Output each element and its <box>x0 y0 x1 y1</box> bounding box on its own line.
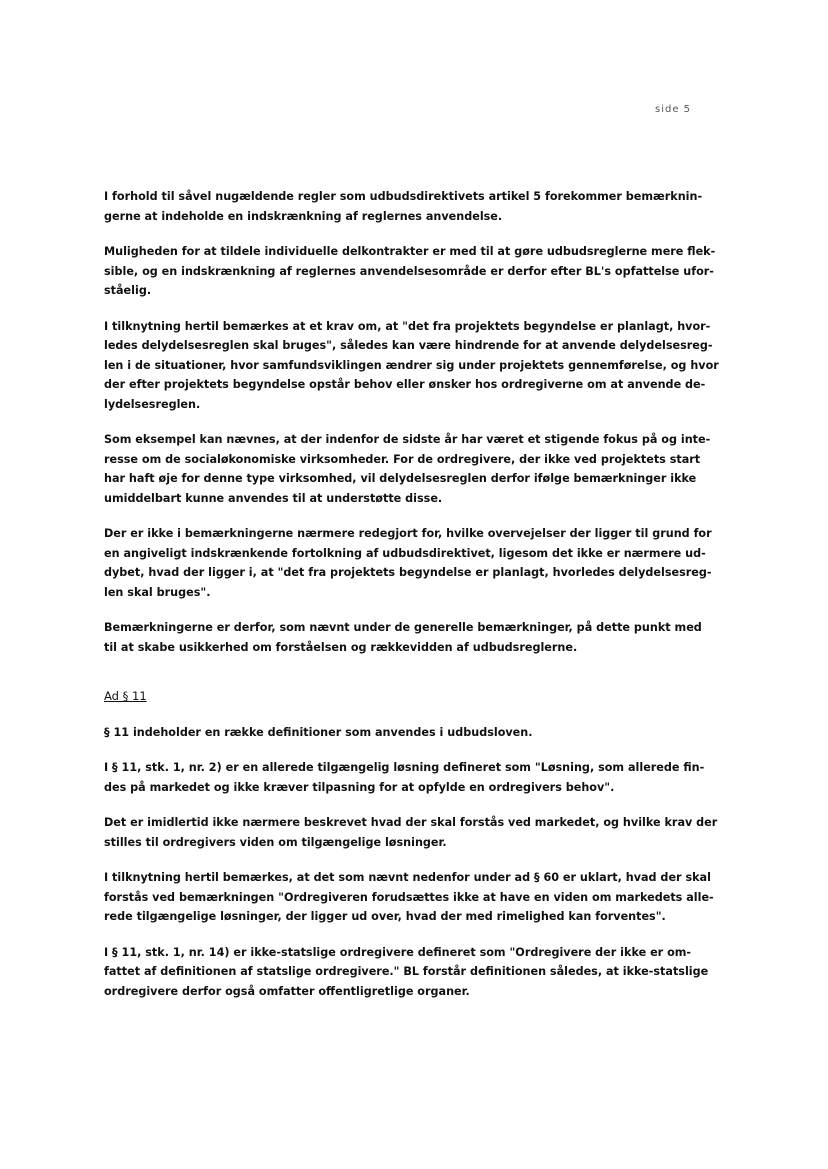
paragraph-line: til at skabe usikkerhed om forståelsen og rækkevidden af udbudsreglerne. <box>104 640 578 654</box>
paragraph <box>104 618 706 657</box>
paragraph-line: I forhold til såvel nugældende regler som udbudsdirektivets artikel 5 forekommer bemærknin- <box>104 190 703 203</box>
paragraph-line: dybet, hvad der ligger i, at "det fra projektets begyndelse er planlagt, hvorledes delydelsesreg- <box>104 566 712 579</box>
paragraph-line: stilles til ordregivers viden om tilgængelige løsninger. <box>104 835 447 849</box>
paragraph <box>104 524 712 602</box>
paragraph <box>104 813 718 852</box>
paragraph-line: I tilknytning hertil bemærkes, at det som nævnt nedenfor under ad § 60 er uklart, hvad der skal <box>104 871 711 884</box>
paragraph-line: I § 11, stk. 1, nr. 2) er en allerede tilgængelig løsning defineret som "Løsning, som allerede fin- <box>104 761 705 774</box>
paragraph-line: lydelsesreglen. <box>104 397 201 411</box>
paragraph <box>104 187 706 226</box>
paragraph-line: en angiveligt indskrænkende fortolkning af udbudsdirektivet, ligesom det ikke er nærmere ud- <box>104 546 706 560</box>
paragraphs-after-section <box>104 723 718 1002</box>
paragraph-line: Muligheden for at tildele individuelle delkontrakter er med til at gøre udbudsreglerne mere flek- <box>104 245 716 258</box>
paragraph-line: gerne at indeholde en indskrænkning af reglernes anvendelse. <box>104 209 503 223</box>
paragraph-line: I § 11, stk. 1, nr. 14) er ikke-statslige ordregivere defineret som "Ordregivere der ikke er om- <box>104 945 692 959</box>
paragraph-line: Det er imidlertid ikke nærmere beskrevet hvad der skal forstås ved markedet, og hvilke krav der <box>104 816 718 829</box>
paragraph-line: len skal bruges". <box>104 585 211 599</box>
paragraph <box>104 868 714 927</box>
paragraph-line: ordregivere derfor også omfatter offentligretlige organer. <box>104 984 470 998</box>
paragraph-line: fattet af definitionen af statslige ordregivere." BL forstår definitionen således, at ikke-statslige <box>104 965 709 978</box>
paragraph-line: rede tilgængelige løsninger, der ligger ud over, hvad der med rimelighed kan forventes". <box>104 910 666 923</box>
paragraph-line: § 11 indeholder en række definitioner som anvendes i udbudsloven. <box>104 725 533 739</box>
paragraph-line: resse om de socialøkonomiske virksomheder. For de ordregivere, der ikke ved projektets start <box>104 452 701 466</box>
paragraph <box>104 430 711 508</box>
paragraph-line: Som eksempel kan nævnes, at der indenfor de sidste år har været et stigende fokus på og inte- <box>104 433 711 446</box>
document-body <box>104 187 719 1017</box>
paragraph-line: ledes delydelsesreglen skal bruges", således kan være hindrende for at anvende delydelsesreg- <box>104 339 713 352</box>
paragraph <box>104 758 706 797</box>
paragraph-line: I tilknytning hertil bemærkes at et krav om, at "det fra projektets begyndelse er planlagt, hvor- <box>104 319 711 333</box>
paragraph-line: sible, og en indskrænkning af reglernes anvendelsesområde er derfor efter BL's opfattelse ufor- <box>104 264 714 278</box>
page-number: side 5 <box>655 104 692 115</box>
paragraph-line: umiddelbart kunne anvendes til at understøtte disse. <box>104 491 443 505</box>
section-heading: Ad § 11 <box>104 689 147 703</box>
paragraph-line: ståelig. <box>104 284 152 297</box>
paragraph <box>104 723 706 743</box>
paragraphs-before-section <box>104 187 719 657</box>
paragraph-line: des på markedet og ikke kræver tilpasning for at opfylde en ordregivers behov". <box>104 780 615 794</box>
paragraph <box>104 242 716 301</box>
paragraph-line: Der er ikke i bemærkningerne nærmere redegjort for, hvilke overvejelser der ligger til grund for <box>104 527 712 540</box>
paragraph-line: der efter projektets begyndelse opstår behov eller ønsker hos ordregiverne om at anvende de- <box>104 378 706 391</box>
paragraph-line: len i de situationer, hvor samfundsviklingen ændrer sig under projektets gennemførelse, og hvor <box>104 358 719 372</box>
paragraph <box>104 317 719 415</box>
paragraph-line: Bemærkningerne er derfor, som nævnt under de generelle bemærkninger, på dette punkt med <box>104 621 702 634</box>
paragraph <box>104 943 709 1002</box>
paragraph-line: forstås ved bemærkningen "Ordregiveren forudsættes ikke at have en viden om markedets alle- <box>104 890 714 904</box>
paragraph-line: har haft øje for denne type virksomhed, vil delydelsesreglen derfor ifølge bemærkninger ikke <box>104 472 697 485</box>
